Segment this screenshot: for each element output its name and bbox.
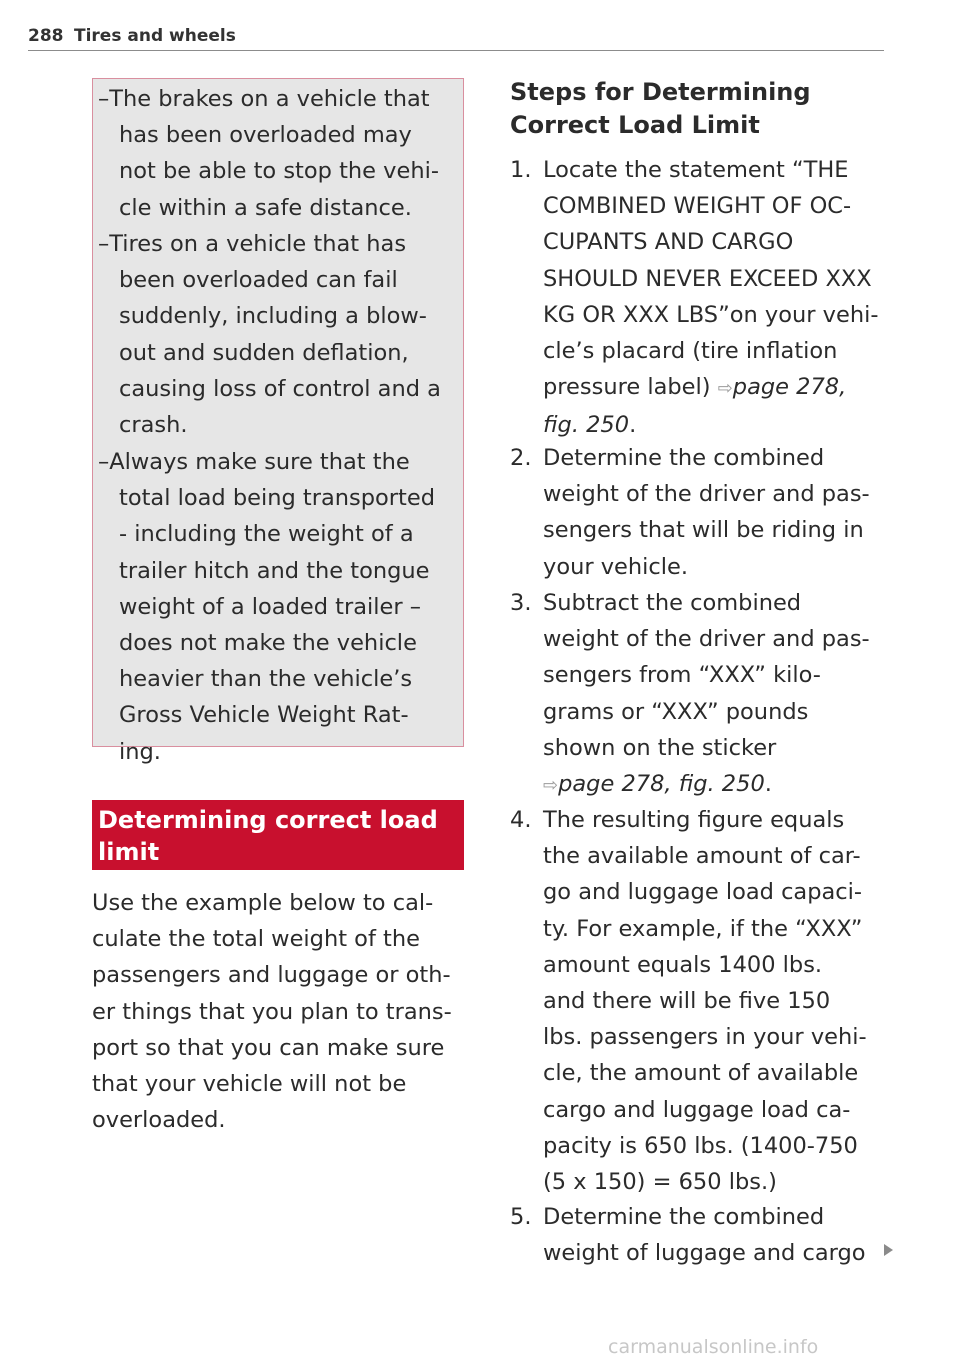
intro-line: overloaded. [92, 1107, 226, 1134]
intro-line: passengers and luggage or oth- [92, 962, 451, 989]
intro-line: er things that you plan to trans- [92, 998, 452, 1025]
step-line-ref [543, 369, 890, 407]
step-line: lbs. passengers in your vehi- [543, 1024, 867, 1051]
intro-line: culate the total weight of the [92, 926, 420, 953]
warning-line: –The brakes on a vehicle that [98, 86, 430, 112]
page-number: 288 [28, 26, 64, 46]
warning-line: cle within a safe distance. [119, 194, 412, 221]
step-line: go and luggage load capaci- [543, 879, 863, 906]
step-line: The resulting figure equals [543, 807, 845, 833]
step-line: Determine the combined [543, 445, 825, 471]
intro-line: Use the example below to cal- [92, 890, 434, 916]
step-line: pacity is 650 lbs. (1400-750 [543, 1132, 858, 1159]
section-heading-line: Determining correct load [98, 806, 438, 834]
intro-paragraph [92, 885, 464, 1138]
steps-heading-line: Correct Load Limit [510, 111, 760, 139]
step-number: 5. [510, 1204, 532, 1230]
step-text: . [764, 771, 772, 798]
page-ref-arrow-icon: ⇨ [543, 775, 559, 797]
step-3 [510, 585, 890, 804]
page-reference-link[interactable]: page 278, fig. 250 [558, 771, 765, 798]
step-5 [510, 1199, 890, 1271]
step-number: 1. [510, 157, 532, 183]
warning-line: - including the weight of a [119, 521, 414, 548]
section-heading [92, 800, 464, 870]
warning-line: ing. [119, 738, 161, 765]
warning-line: does not make the vehicle [119, 630, 417, 657]
warning-line: weight of a loaded trailer – [119, 593, 422, 620]
step-line: Subtract the combined [543, 590, 802, 616]
step-line: SHOULD NEVER EXCEED XXX [543, 265, 872, 292]
step-number: 3. [510, 590, 532, 616]
step-line-ref [543, 766, 890, 804]
step-4 [510, 802, 890, 1200]
warning-line: Gross Vehicle Weight Rat- [119, 702, 409, 729]
step-line: ty. For example, if the “XXX” [543, 915, 863, 942]
step-line: sengers from “XXX” kilo- [543, 662, 821, 689]
step-number: 2. [510, 445, 532, 471]
warning-line: suddenly, including a blow- [119, 303, 427, 330]
step-line: weight of the driver and pas- [543, 481, 870, 508]
warning-bullet-load [98, 444, 458, 770]
warning-line: not be able to stop the vehi- [119, 158, 439, 185]
warning-line: –Always make sure that the [98, 449, 410, 475]
step-line: cargo and luggage load ca- [543, 1096, 851, 1123]
steps-heading-line: Steps for Determining [510, 78, 811, 106]
step-line: Locate the statement “THE [543, 157, 849, 183]
step-line: cle’s placard (tire inflation [543, 338, 838, 365]
step-line: weight of the driver and pas- [543, 626, 870, 653]
step-line: cle, the amount of available [543, 1060, 859, 1087]
warning-line: heavier than the vehicle’s [119, 666, 413, 693]
warning-bullet-tires [98, 226, 458, 443]
intro-line: that your vehicle will not be [92, 1071, 407, 1098]
step-line: KG OR XXX LBS”on your vehi- [543, 301, 879, 328]
section-heading-line: limit [98, 838, 160, 866]
warning-bullet-brakes [98, 81, 458, 226]
step-line: weight of luggage and cargo [543, 1240, 866, 1267]
steps-heading [510, 76, 890, 142]
page-ref-arrow-icon: ⇨ [717, 378, 733, 400]
step-line: the available amount of car- [543, 843, 861, 870]
step-line: sengers that will be riding in [543, 517, 864, 544]
warning-line: out and sudden deflation, [119, 339, 409, 366]
step-line: Determine the combined [543, 1204, 825, 1230]
step-line: CUPANTS AND CARGO [543, 229, 794, 256]
step-1 [510, 152, 890, 444]
step-text: . [629, 412, 637, 439]
step-line-ref [543, 407, 890, 443]
warning-line: total load being transported [119, 485, 435, 512]
intro-line: port so that you can make sure [92, 1034, 445, 1061]
step-line: and there will be five 150 [543, 988, 831, 1015]
warning-line: causing loss of control and a [119, 375, 441, 402]
step-line: amount equals 1400 lbs. [543, 951, 823, 978]
continue-arrow-icon [884, 1244, 893, 1256]
warning-line: –Tires on a vehicle that has [98, 231, 407, 257]
section-title: Tires and wheels [74, 26, 236, 46]
step-2 [510, 440, 890, 585]
watermark: carmanualsonline.info [608, 1336, 819, 1358]
header-divider [28, 50, 884, 51]
step-line: shown on the sticker [543, 734, 777, 761]
step-line: (5 x 150) = 650 lbs.) [543, 1169, 777, 1196]
warning-line: has been overloaded may [119, 122, 412, 149]
step-line: COMBINED WEIGHT OF OC- [543, 193, 852, 220]
step-number: 4. [510, 807, 532, 833]
step-line: grams or “XXX” pounds [543, 698, 809, 725]
warning-line: been overloaded can fail [119, 267, 398, 294]
step-text: pressure label) [543, 374, 718, 401]
page-reference-link[interactable]: page 278, [732, 374, 847, 401]
step-line: your vehicle. [543, 553, 689, 580]
page-header [28, 26, 884, 52]
warning-line: crash. [119, 412, 188, 439]
figure-reference-link[interactable]: fig. 250 [543, 412, 630, 439]
warning-line: trailer hitch and the tongue [119, 557, 430, 584]
